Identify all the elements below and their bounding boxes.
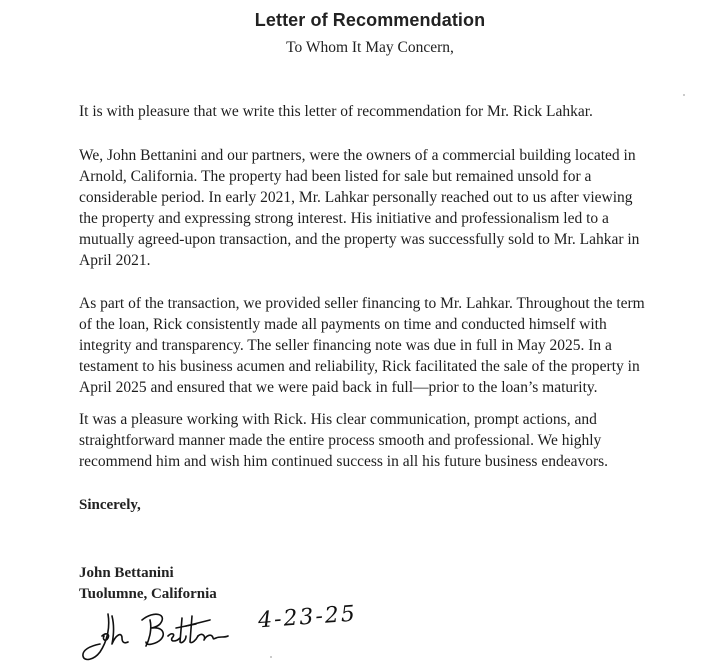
text-line: As part of the transaction, we provided seller financing to Mr. Lahkar. Throughout the term [79, 295, 645, 312]
text-line: integrity and transparency. The seller financing note was due in full in May 2025. In a [79, 337, 612, 354]
text-line: It is with pleasure that we write this letter of recommendation for Mr. Rick Lahkar. [79, 103, 593, 120]
text-line: Arnold, California. The property had been listed for sale but remained unsold for a [79, 168, 592, 185]
closing: Sincerely, [79, 497, 141, 513]
scan-speck [683, 94, 685, 96]
paragraph-background [79, 145, 709, 271]
text-line: recommend him and wish him continued success in all his future business endeavors. [79, 453, 609, 470]
letter-title: Letter of Recommendation [254, 10, 486, 30]
signer-name: John Bettanini [79, 565, 174, 581]
salutation: To Whom It May Concern, [286, 39, 454, 56]
text-line: the property and expressing strong interest. His initiative and professionalism led to a [79, 210, 609, 227]
scan-speck [270, 656, 272, 658]
text-line: testament to his business acumen and reliability, Rick facilitated the sale of the property in [79, 358, 640, 375]
text-line: April 2021. [79, 252, 151, 269]
signer-location: Tuolumne, California [79, 586, 217, 602]
paragraph-financing [79, 293, 709, 398]
text-line: April 2025 and ensured that we were paid back in full—prior to the loan’s maturity. [79, 379, 598, 396]
text-line: straightforward manner made the entire process smooth and professional. We highly [79, 432, 602, 449]
text-line: We, John Bettanini and our partners, were the owners of a commercial building located in [79, 147, 636, 164]
text-line: considerable period. In early 2021, Mr. Lahkar personally reached out to us after viewing [79, 189, 633, 206]
text-line: of the loan, Rick consistently made all payments on time and conducted himself with [79, 316, 607, 333]
signer-block [79, 563, 217, 605]
text-line: It was a pleasure working with Rick. His clear communication, prompt actions, and [79, 411, 597, 428]
paragraph-endorsement [79, 409, 709, 472]
text-line: mutually agreed-upon transaction, and the property was successfully sold to Mr. Lahkar in [79, 231, 640, 248]
paragraph-intro [79, 101, 709, 122]
handwritten-date: 4-23-25 [257, 601, 358, 634]
